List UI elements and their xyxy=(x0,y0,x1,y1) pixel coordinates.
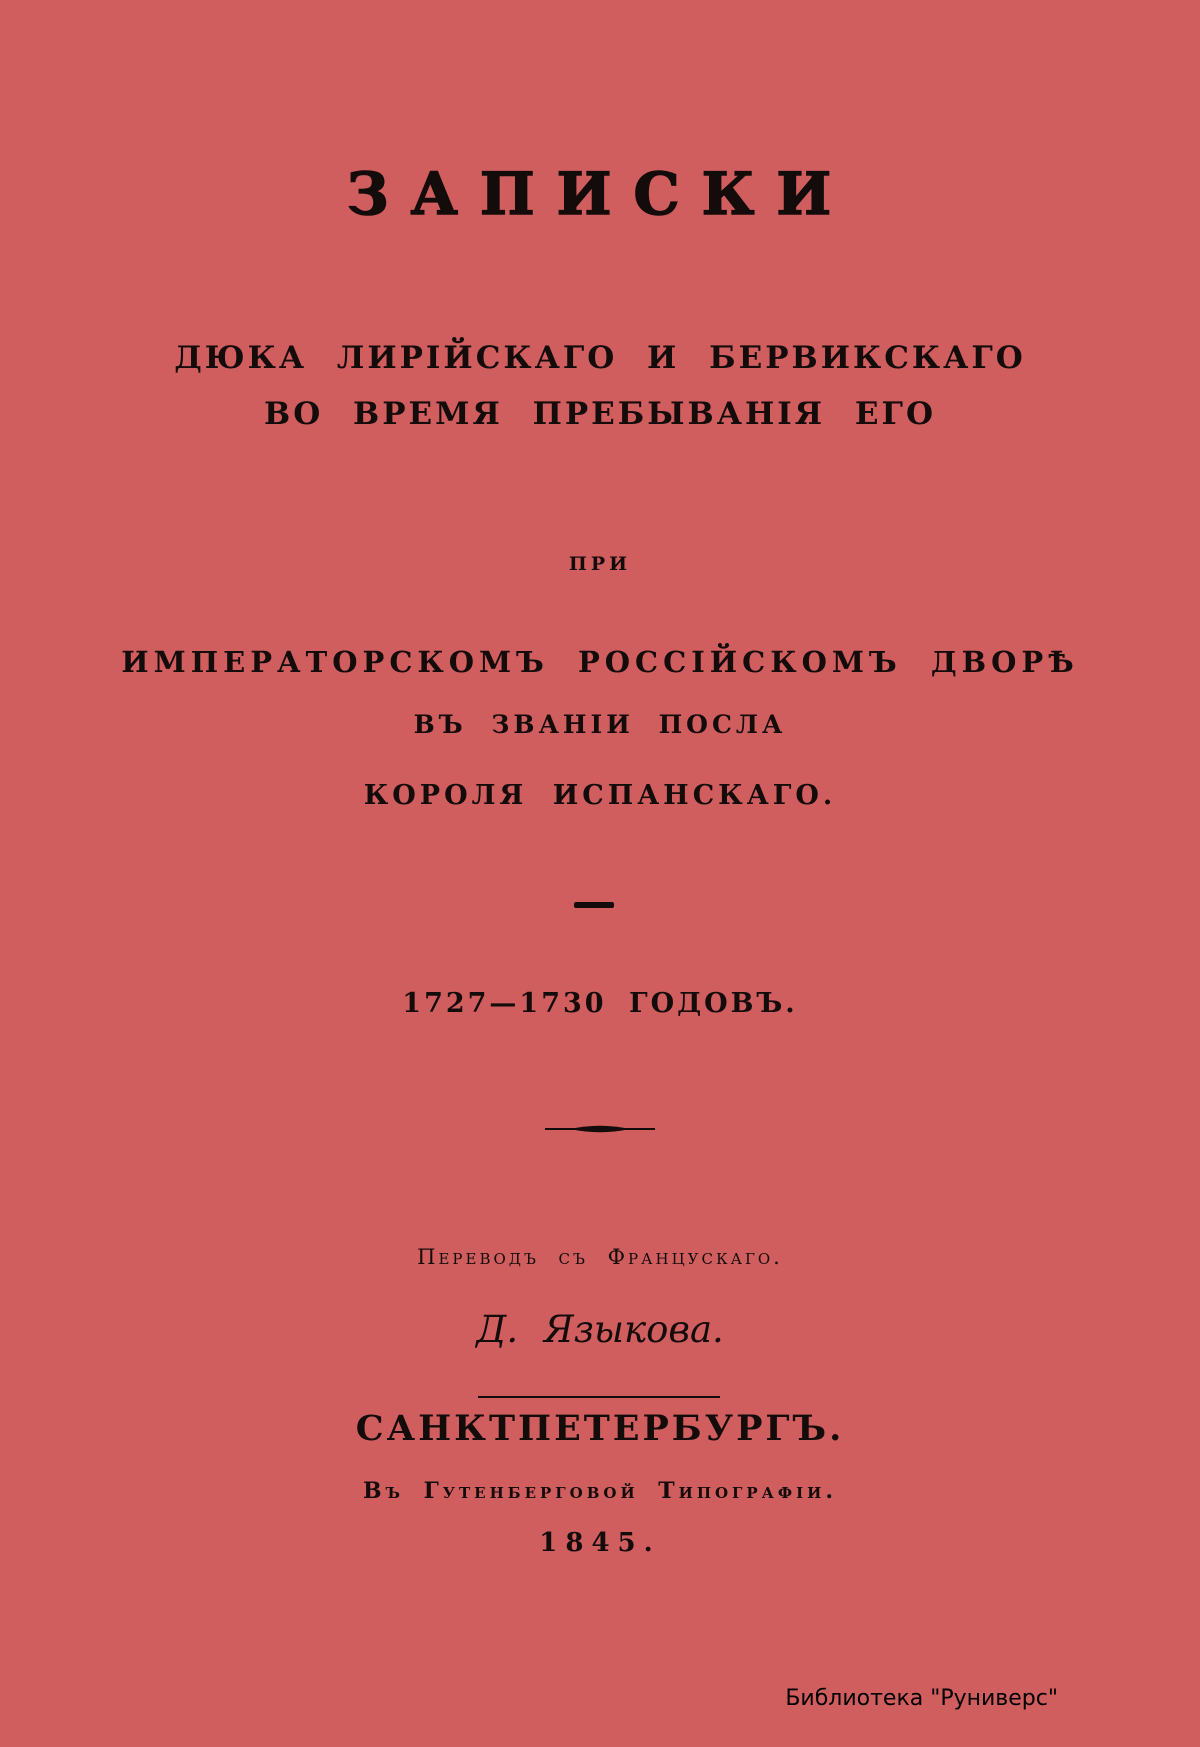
court-line1: ИМПЕРАТОРСКОМЪ РОССІЙСКОМЪ ДВОРѢ xyxy=(121,645,1079,679)
translation-note: Переводъ съ Францускаго. xyxy=(417,1245,783,1269)
court-line2: ВЪ ЗВАНІИ ПОСЛА xyxy=(413,710,787,739)
court-line3: КОРОЛЯ ИСПАНСКАГО. xyxy=(363,780,837,811)
years-line: 1727—1730 ГОДОВЪ. xyxy=(402,988,798,1019)
lens-ornament-rule xyxy=(545,1122,655,1136)
preposition-line: ПРИ xyxy=(568,553,632,575)
short-dash-rule xyxy=(574,902,614,908)
book-subtitle-line2: ВО ВРЕМЯ ПРЕБЫВАНІЯ ЕГО xyxy=(264,396,936,432)
book-subtitle-line1: ДЮКА ЛИРІЙСКАГО И БЕРВИКСКАГО xyxy=(174,340,1026,376)
publication-city: САНКТПЕТЕРБУРГЪ. xyxy=(355,1408,845,1449)
printer-line: Въ Гутенберговой Типографіи. xyxy=(363,1478,837,1504)
print-year: 1845. xyxy=(539,1528,661,1558)
translator-name: Д. Языкова. xyxy=(476,1308,724,1351)
thin-divider-rule xyxy=(478,1396,720,1398)
library-watermark: Библиотека "Руниверс" xyxy=(785,1686,1058,1711)
book-main-title: ЗАПИСКИ xyxy=(346,160,854,228)
